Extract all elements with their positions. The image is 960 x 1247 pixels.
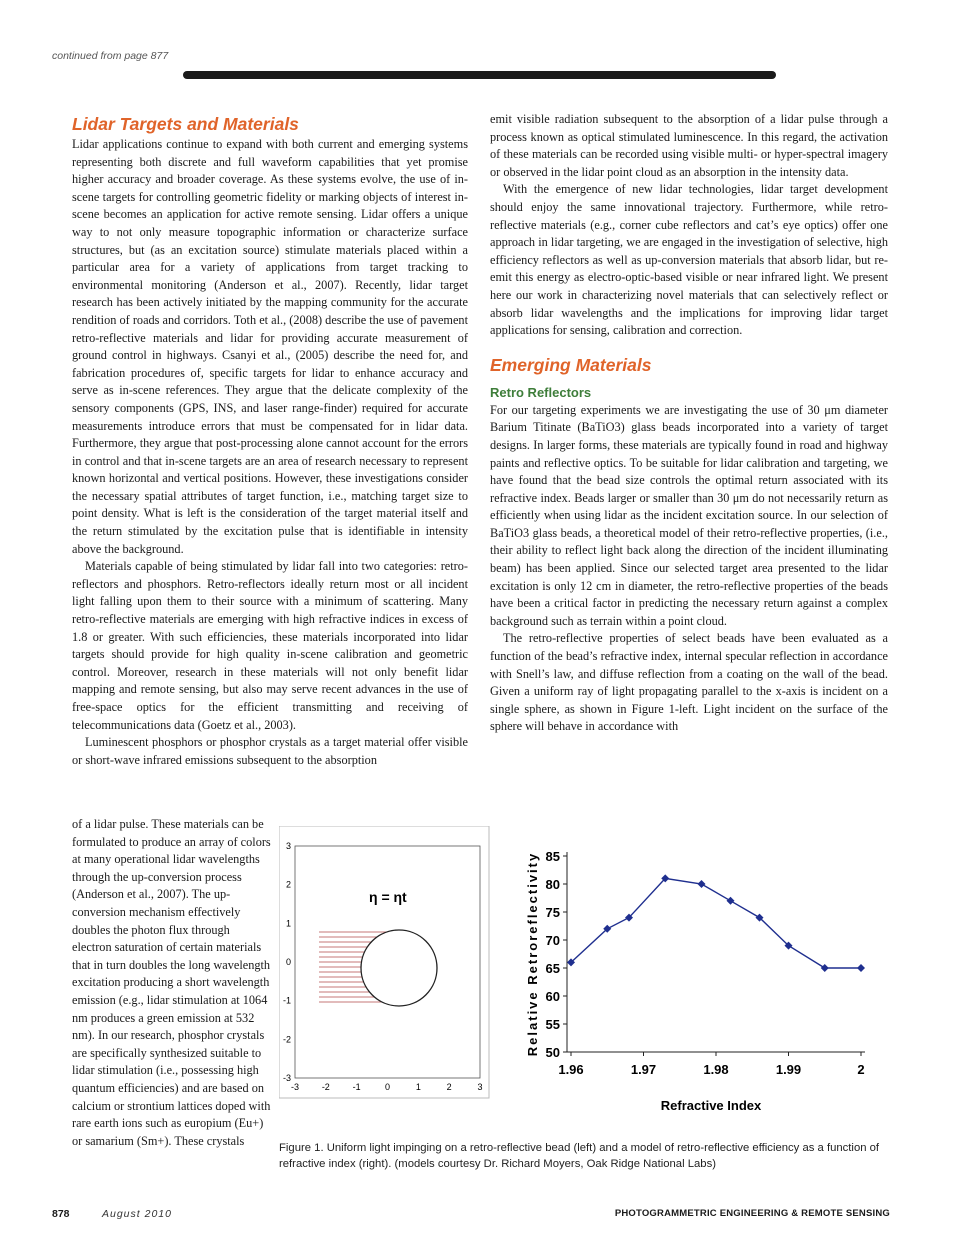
retroreflectivity-chart — [525, 826, 885, 1136]
chart-y-tick: 80 — [545, 877, 560, 892]
chart-y-tick: 75 — [545, 905, 560, 920]
figure-1 — [279, 826, 885, 1136]
chart-y-tick: 60 — [545, 989, 560, 1004]
section-heading-emerging-materials: Emerging Materials — [490, 354, 652, 375]
paragraph: emit visible radiation subsequent to the absorption of a lidar pulse through a process known as optical stimulated luminescence. In this regard, the activation of these materials can be recorded using visible multi- or hyper-spectral imagery or observed in the lidar point cloud as an absorption in the intensity data. — [490, 112, 888, 179]
paragraph: The retro-reflective properties of select beads have been evaluated as a function of the bead’s refractive index, internal specular reflection in accordance with Snell’s law, and diffuse reflection from a coating on the wall of the bead. Given a uniform ray of light propagating parallel to the x-axis is incident on a single sphere, as shown in Figure 1-left. Light incident on the surface of the sphere will behave in accordance with — [490, 631, 888, 734]
paragraph: Lidar applications continue to expand with both current and emerging systems representing both discrete and full waveform capabilities that yet promise higher accuracy and broader coverage. As these systems evolve, the use of in-scene targets for controlling geometric fidelity or marking objects of interest in-scene becomes an application for active remote sensing. Lidar offers a unique way to not only measure topographic information or characterize surface structures, but (as an excitation source) stimulate materials placed within a particular area for a variety of applications from target tracking to environmental monitoring (Anderson et al., 2007). Recently, lidar target research has been actively initiated by the mapping community for the accurate rendition of roads and corridors. Toth et al., (2008) describe the use of pavement retro-reflective materials and lidar for providing accurate measurement of ground control in highways. Csanyi et al., (2005) describe the need for, and fabrication procedures of, specific targets for lidar to enhance accuracy and serve as in-scene references. They argue that the delicate complexity of the sensory components (GPS, INS, and laser range-finder) required for accurate measurements introduce errors that must be compensated for in lidar data. Furthermore, they argue that post-processing alone cannot account for the errors in control and that in-scene targets are an area of research necessary to represent known horizontal and vertical positions. However, these investigations consider the necessary spatial attributes of target function, i.e., matching target size to point density. What is left is the consideration of the target material itself and the return stimulated by the excitation pulse that is identifiable in intensity above the background. — [72, 137, 468, 556]
paragraph: Luminescent phosphors or phosphor crystals as a target material offer visible or short-wave infrared emissions subsequent to the absorption — [72, 735, 468, 767]
bead-x-tick: 1 — [415, 1082, 421, 1092]
paragraph: With the emergence of new lidar technologies, lidar target development should enjoy the same innovational trajectory. Furthermore, while retro-reflective materials (e.g., corner cube reflectors and cat’s eye optics) offer one approach in lidar targeting, we are engaged in the investigation of selective, high efficiency reflectors as well as up-conversion materials that absorb lidar, but re-emit this energy as electro-optic-based visible or near infrared light. We present here our work in characterizing novel materials that can selectively reflect or absorb lidar wavelengths and the implications for improving lidar target applications for sensing, calibration and correction. — [490, 182, 888, 338]
section-heading-lidar-targets: Lidar Targets and Materials — [72, 114, 299, 134]
figure-caption: Figure 1. Uniform light impinging on a retro-reflective bead (left) and a model of retro-reflective efficiency as a function of refractive index (right). (models courtesy Dr. Richard Moyers, Oak Ridge National Labs) — [279, 1142, 880, 1170]
chart-y-tick: 55 — [545, 1017, 560, 1032]
chart-x-tick: 2 — [857, 1062, 865, 1077]
eta-label: η = ηt — [369, 889, 407, 905]
chart-x-tick: 1.98 — [703, 1062, 729, 1077]
bead-y-tick: 1 — [285, 918, 291, 929]
issue-date: August 2010 — [102, 1208, 172, 1220]
subheading-retro-reflectors: Retro Reflectors — [490, 384, 592, 400]
bead-y-tick: -1 — [282, 995, 291, 1006]
chart-y-label: Relative Retroreflectivity — [525, 851, 540, 1057]
bead-x-tick: 3 — [477, 1082, 483, 1092]
bead-x-tick: 0 — [384, 1082, 391, 1092]
chart-x-tick: 1.99 — [775, 1062, 802, 1077]
chart-y-tick: 65 — [545, 961, 560, 976]
paragraph: For our targeting experiments we are investigating the use of 30 μm diameter Barium Titinate (BaTiO3) glass beads incorporated into a variety of target designs. In larger forms, these materials are typically found in road and highway paints and reflective optics. To be suitable for lidar calibration and targeting, we have found that the bead size controls the optimal return associated with its refractive index. Beads larger or smaller than 30 μm do not necessarily return as efficiently when using lidar as the incident excitation source. In our selection of BaTiO3 glass beads, a theoretical model of their retro-reflective properties, (i.e., their ability to reflect light back along the direction of the incident illuminating beam) has been applied. Since our selected target area presented to the lidar excitation is only 12 cm in diameter, the retro-reflective properties of the beads have been a critical factor in predicting the necessary return against a complex background such as terrain within a point cloud. — [490, 402, 888, 628]
bead-diagram — [279, 826, 489, 1098]
left-column-wrap — [72, 816, 271, 1150]
chart-y-tick: 85 — [545, 849, 560, 864]
bead-y-tick: -2 — [282, 1034, 291, 1045]
figure-svg — [279, 826, 885, 1136]
right-column — [490, 111, 888, 736]
paragraph: Materials capable of being stimulated by lidar fall into two categories: retro-reflectors and phosphors. Retro-reflectors ideally return most or all incident light falling upon them to their source with a minimum of scattering. Many retro-reflective materials are emerging with high refractive indices in excess of 1.8 or greater. With such efficiencies, these materials incorporated into lidar targets should provide for high quality in-scene calibration and geometric control. Moreover, research in these materials will not only benefit lidar mapping and remote sensing, but also may serve recent advances in the use of free-space optics for the efficient transmitting and receiving of telecommunications data (Goetz et al., 2003). — [72, 559, 468, 732]
bead-y-tick: 2 — [285, 879, 291, 890]
continued-note: continued from page 877 — [52, 50, 169, 62]
bead-x-tick: -1 — [352, 1082, 361, 1092]
journal-name: PHOTOGRAMMETRIC ENGINEERING & REMOTE SENSING — [614, 1208, 890, 1219]
bead-x-tick: -3 — [290, 1082, 300, 1092]
chart-y-tick: 70 — [545, 933, 560, 948]
chart-x-tick: 1.97 — [630, 1062, 657, 1077]
bead-y-tick: -3 — [282, 1073, 291, 1083]
chart-y-tick: 50 — [545, 1045, 560, 1060]
chart-background — [527, 826, 885, 1136]
page-number: 878 — [52, 1208, 70, 1220]
header-rule — [183, 71, 776, 79]
left-column — [72, 113, 468, 769]
bead-y-tick: 3 — [285, 841, 291, 851]
bead-x-tick: -2 — [321, 1082, 330, 1092]
bead-sphere — [361, 930, 437, 1006]
chart-x-label: Refractive Index — [660, 1098, 762, 1113]
bead-y-tick: 0 — [285, 957, 291, 967]
chart-x-tick: 1.96 — [558, 1062, 584, 1077]
bead-x-tick: 2 — [446, 1082, 452, 1092]
paragraph: of a lidar pulse. These materials can be formulated to produce an array of colors at many operational lidar wavelengths through the up-conversion process (Anderson et al., 2007). The up-conversion mechanism effectively doubles the photon flux through electron saturation of certain materials that in turn doubles the long wavelength excitation producing a short wavelength emission (e.g., lidar stimulation at 1064 nm produces a green emission at 532 nm). In our research, phosphor crystals are specifically synthesized suitable to lidar stimulation (i.e., possessing high quantum efficiencies) and are based on calcium or strontium lattices doped with rare earth ions such as europium (Eu+) or samarium (Sm+). These crystals — [72, 817, 271, 1148]
